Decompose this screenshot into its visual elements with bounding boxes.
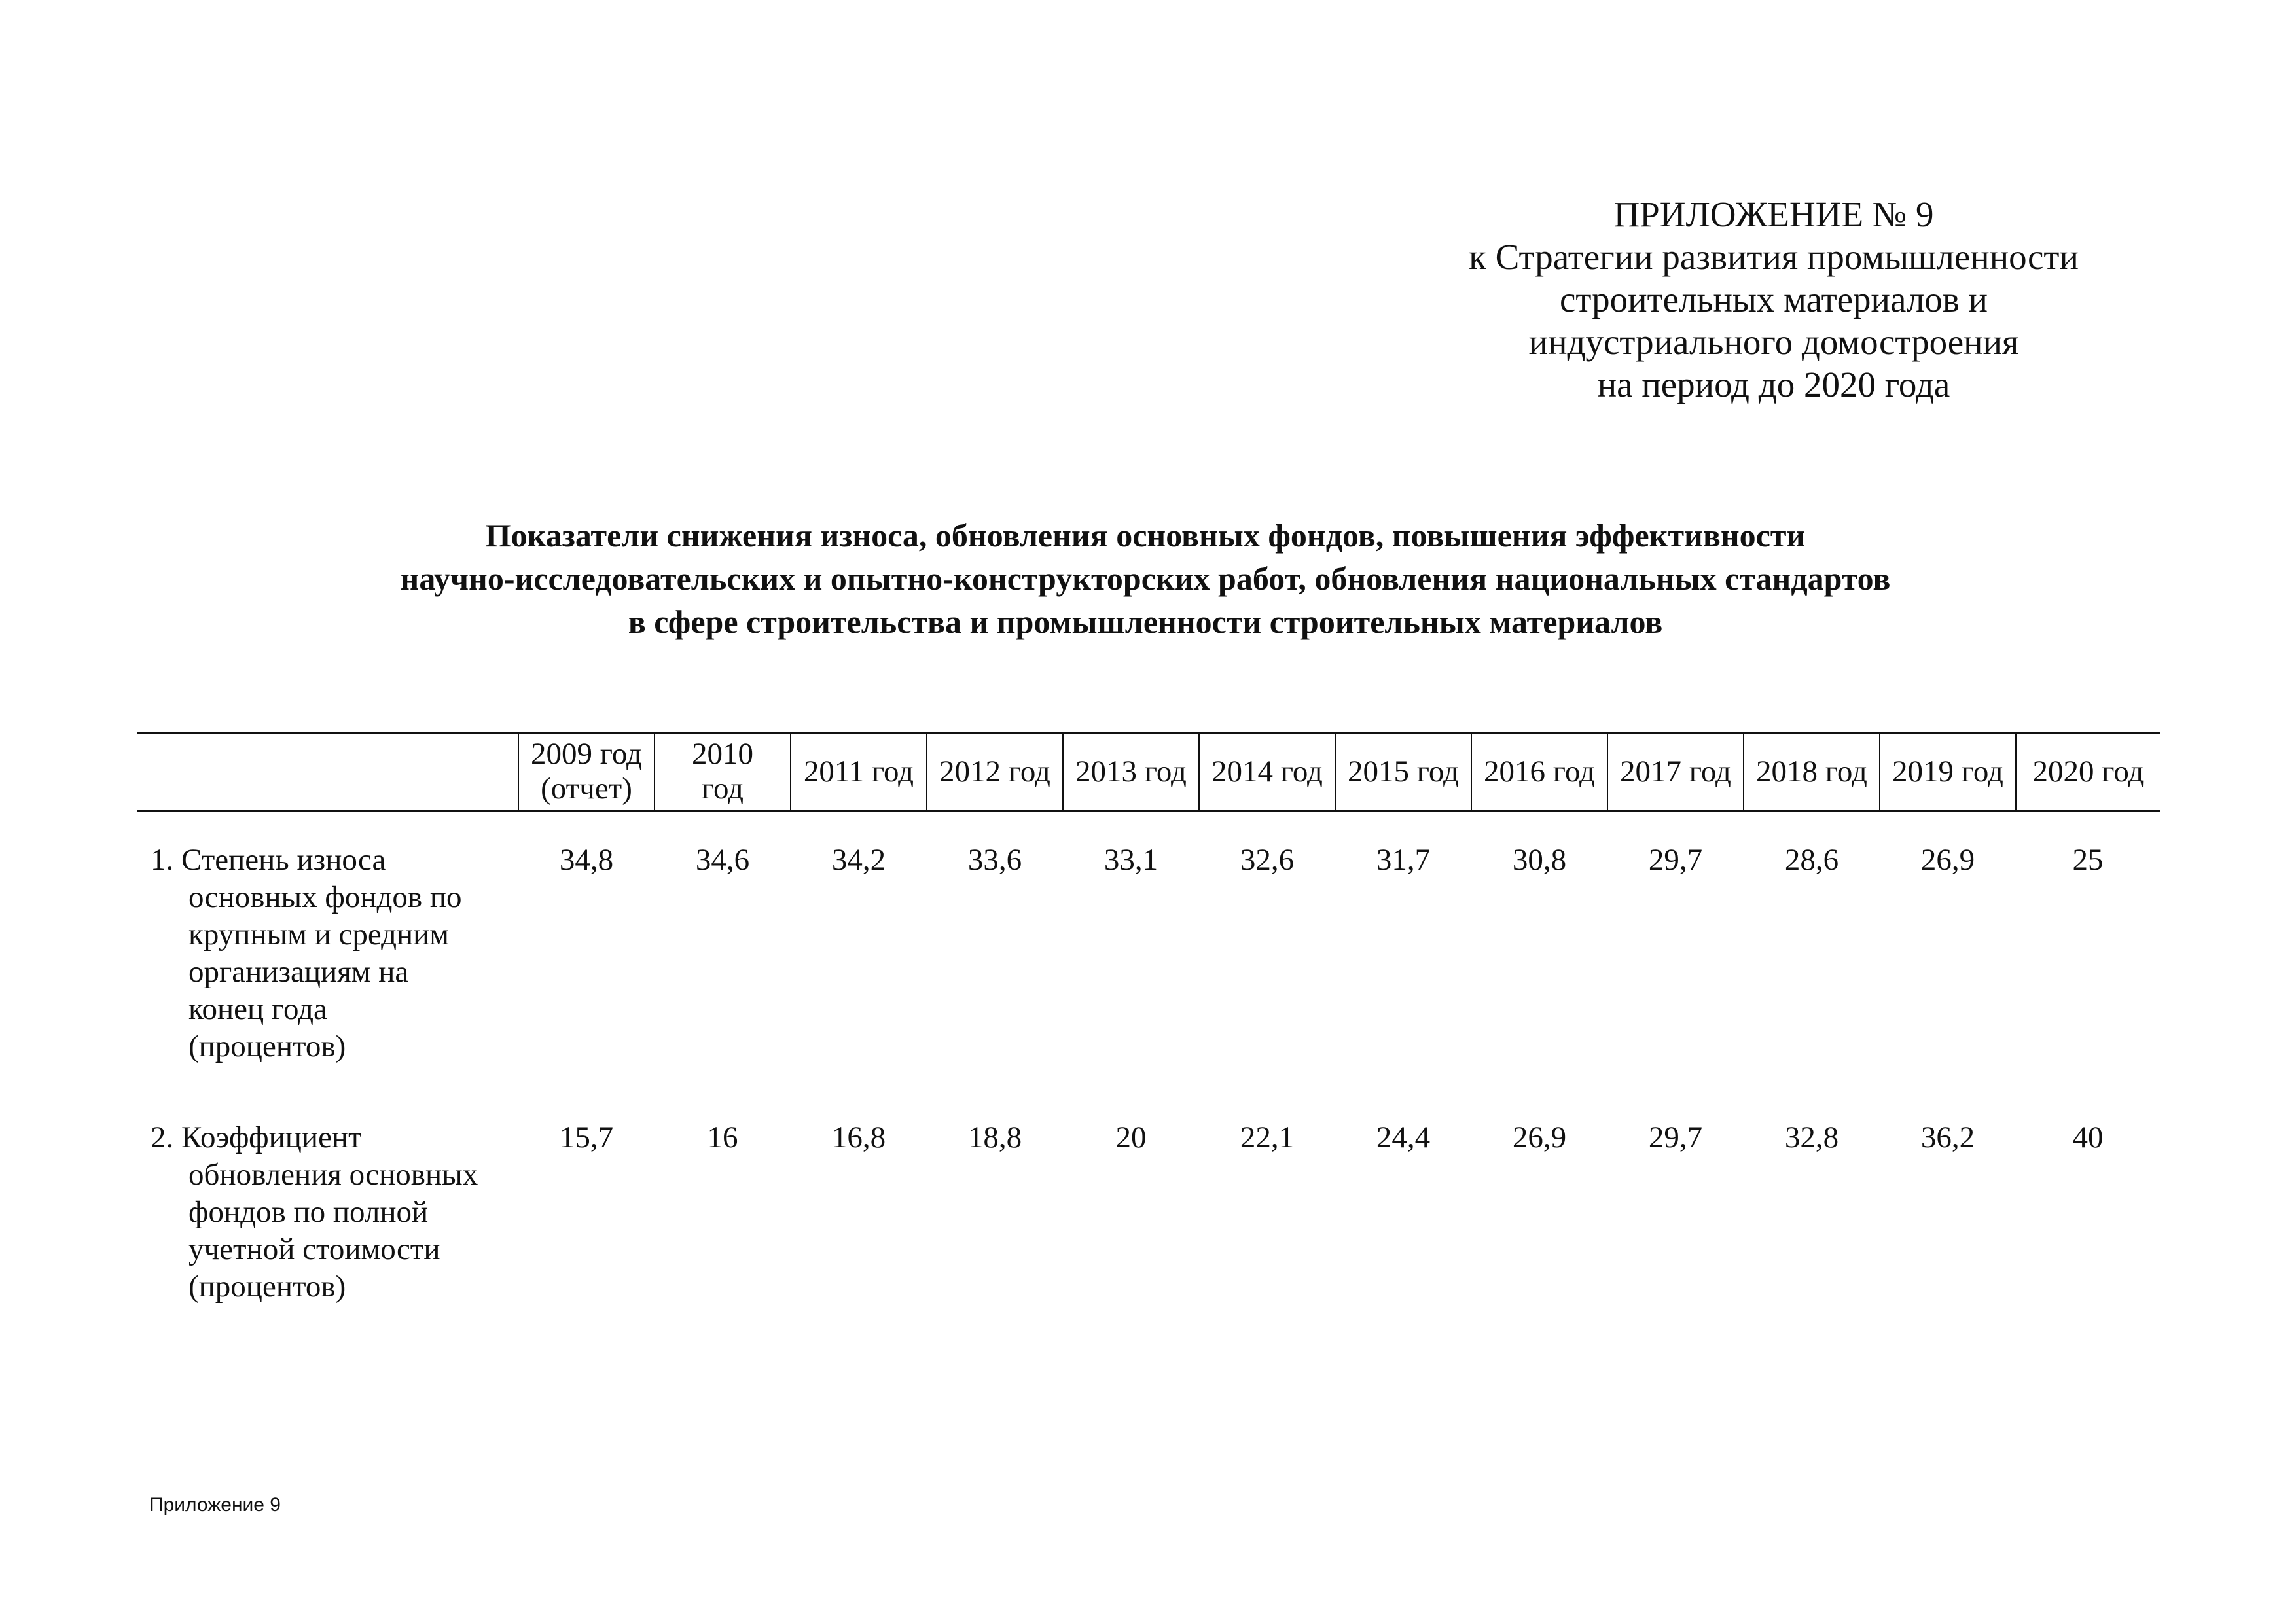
table-header-row bbox=[137, 733, 2160, 811]
value-cell: 26,9 bbox=[1920, 843, 1975, 877]
year-header-text: 2010 bbox=[692, 737, 753, 771]
value-cell: 33,6 bbox=[967, 843, 1022, 877]
value-cell: 20 bbox=[1115, 1120, 1147, 1154]
value-cell: 22,1 bbox=[1240, 1120, 1295, 1154]
year-header bbox=[518, 733, 655, 811]
title-line: научно-исследовательских и опытно-конструкторских работ, обновления национальных стандартов bbox=[400, 560, 1891, 597]
year-header-text: 2013 год bbox=[1075, 754, 1187, 789]
year-header bbox=[1063, 733, 1199, 811]
year-header-text: 2015 год bbox=[1348, 754, 1459, 789]
header-empty-cell bbox=[137, 733, 518, 811]
appendix-line: индустриального домостроения bbox=[1528, 322, 2019, 362]
document-title bbox=[131, 514, 2160, 643]
year-header-text: 2017 год bbox=[1620, 754, 1731, 789]
indicator-label-line: 2. Коэффициент bbox=[151, 1120, 362, 1154]
indicator-label-line: крупным и средним bbox=[188, 918, 450, 952]
value-cell: 15,7 bbox=[559, 1120, 614, 1154]
year-header bbox=[927, 733, 1063, 811]
indicator-label-line: обновления основных bbox=[188, 1158, 478, 1192]
value-cell: 32,6 bbox=[1240, 843, 1295, 877]
indicator-label-line: (процентов) bbox=[188, 1029, 346, 1063]
page-footer: Приложение 9 bbox=[149, 1494, 281, 1516]
year-header bbox=[1471, 733, 1607, 811]
value-cell: 28,6 bbox=[1784, 843, 1839, 877]
year-header-text: 2012 год bbox=[939, 754, 1050, 789]
appendix-number: ПРИЛОЖЕНИЕ № 9 bbox=[1613, 194, 1934, 234]
value-cell: 16,8 bbox=[831, 1120, 886, 1154]
value-cell: 30,8 bbox=[1512, 843, 1567, 877]
indicator-label-line: 1. Степень износа bbox=[151, 843, 386, 877]
year-header-text: (отчет) bbox=[541, 772, 632, 806]
year-header bbox=[1607, 733, 1744, 811]
year-header-text: 2019 год bbox=[1892, 754, 2003, 789]
value-cell: 31,7 bbox=[1376, 843, 1431, 877]
value-cell: 25 bbox=[2072, 843, 2104, 877]
year-header bbox=[1880, 733, 2016, 811]
year-header-text: 2018 год bbox=[1756, 754, 1867, 789]
value-cell: 34,8 bbox=[559, 843, 614, 877]
indicator-label bbox=[137, 1065, 518, 1306]
year-header bbox=[2016, 733, 2160, 811]
table-row bbox=[137, 811, 2160, 1066]
value-cell: 29,7 bbox=[1648, 1120, 1703, 1154]
title-line: Показатели снижения износа, обновления основных фондов, повышения эффективности bbox=[485, 517, 1806, 554]
value-cell: 34,2 bbox=[831, 843, 886, 877]
year-header-text: 2009 год bbox=[531, 737, 642, 771]
indicator-label-line: учетной стоимости bbox=[188, 1232, 440, 1266]
year-header bbox=[1199, 733, 1335, 811]
year-header bbox=[1744, 733, 1880, 811]
indicator-label bbox=[137, 811, 518, 1066]
year-header bbox=[791, 733, 927, 811]
appendix-header bbox=[1335, 193, 2212, 406]
table-body bbox=[137, 811, 2160, 1306]
value-cell: 32,8 bbox=[1784, 1120, 1839, 1154]
indicator-label-line: конец года bbox=[188, 992, 327, 1026]
year-header bbox=[1335, 733, 1471, 811]
year-header-text: год bbox=[701, 772, 744, 806]
indicator-label-line: основных фондов по bbox=[188, 880, 462, 914]
appendix-line: на период до 2020 года bbox=[1597, 365, 1950, 404]
year-header bbox=[655, 733, 791, 811]
value-cell: 16 bbox=[707, 1120, 738, 1154]
table-row bbox=[137, 1065, 2160, 1306]
value-cell: 36,2 bbox=[1920, 1120, 1975, 1154]
indicator-label-line: (процентов) bbox=[188, 1270, 346, 1304]
indicator-label-line: организациям на bbox=[188, 955, 409, 989]
year-header-text: 2014 год bbox=[1211, 754, 1323, 789]
year-header-text: 2016 год bbox=[1484, 754, 1595, 789]
value-cell: 40 bbox=[2072, 1120, 2104, 1154]
indicator-label-line: фондов по полной bbox=[188, 1195, 429, 1229]
title-line: в сфере строительства и промышленности строительных материалов bbox=[628, 603, 1663, 640]
appendix-line: к Стратегии развития промышленности bbox=[1469, 237, 2079, 277]
value-cell: 29,7 bbox=[1648, 843, 1703, 877]
value-cell: 18,8 bbox=[967, 1120, 1022, 1154]
value-cell: 24,4 bbox=[1376, 1120, 1431, 1154]
indicators-table bbox=[137, 732, 2160, 1306]
year-header-text: 2020 год bbox=[2032, 754, 2144, 789]
value-cell: 34,6 bbox=[695, 843, 750, 877]
appendix-line: строительных материалов и bbox=[1560, 279, 1988, 319]
year-header-text: 2011 год bbox=[803, 754, 914, 789]
value-cell: 26,9 bbox=[1512, 1120, 1567, 1154]
value-cell: 33,1 bbox=[1103, 843, 1158, 877]
